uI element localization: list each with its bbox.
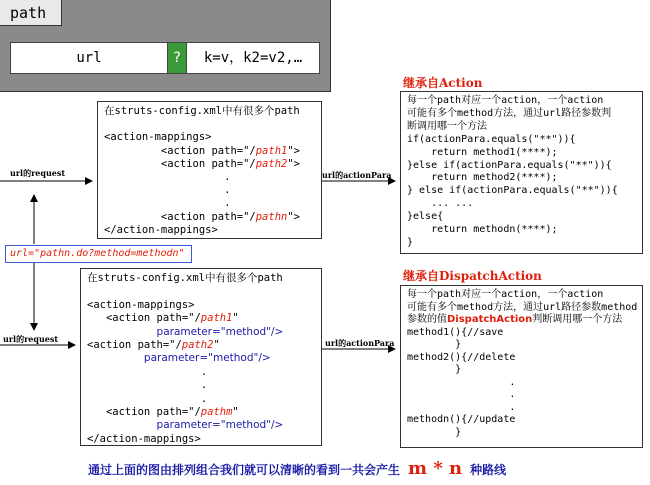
action-pathm: <action path="/pathm" (105, 406, 239, 419)
ellipsis-dot: . (200, 392, 208, 405)
code-line: method1(){//save (407, 326, 504, 338)
url-segment: url (10, 42, 168, 74)
action-code-box (400, 91, 643, 254)
code-line: return methodn(****); (407, 224, 558, 236)
code-line: } (455, 364, 462, 375)
code-line: 断调用哪一个方法 (407, 120, 487, 132)
code-line: 参数的值DispatchAction判断调用哪一个方法 (407, 314, 623, 325)
code-line: 可能有多个method方法，通过url路径参数判 (407, 107, 612, 119)
ellipsis-dot: . (509, 376, 516, 388)
footer-text: 通过上面的图由排列组合我们就可以清晰的看到一共会产生 (88, 463, 401, 477)
url-example: url="pathn.do?method=methodn" (5, 245, 192, 263)
code-line: } (455, 339, 462, 350)
mappings-open: <action-mappings> (87, 298, 195, 311)
footer-note (88, 458, 506, 479)
action-path1: <action path="/path1" (105, 312, 239, 325)
code-line: return method1(****); (407, 146, 558, 158)
code-line: }else if(actionPara.equals("**")){ (407, 159, 612, 171)
url-actionpara-label-top: url的actionPara (322, 170, 392, 180)
config-desc: 在struts-config.xml中有很多个path (87, 272, 283, 284)
code-line: 每一个path对应一个action，一个action (407, 95, 604, 106)
ellipsis-dot: . (509, 389, 516, 400)
dispatch-code-box (400, 285, 643, 448)
action-path2: <action path="/path2"> (160, 157, 300, 170)
action-title: 继承自Action (403, 76, 483, 90)
dispatch-action-title: 继承自DispatchAction (403, 269, 542, 283)
parameter-attr: parameter="method"/> (143, 352, 271, 365)
ellipsis-dot: . (200, 379, 208, 392)
action-path2: <action path="/path2" (87, 339, 220, 352)
code-line: 可能有多个method方法，通过url路径参数method (407, 301, 638, 313)
footer-formula: m * n (408, 458, 463, 479)
action-pathn: <action path="/pathn"> (160, 210, 300, 223)
url-request-label-bottom: url的request (3, 334, 59, 344)
code-line: return method2(****); (407, 172, 558, 184)
mappings-open: <action-mappings> (104, 131, 212, 144)
url-request-label-top: url的request (10, 168, 66, 178)
mappings-close: </action-mappings> (104, 223, 218, 236)
struts-config-box-top (97, 101, 322, 239)
code-line: method2(){//delete (407, 351, 516, 363)
ellipsis-dot: . (224, 184, 231, 197)
code-line: ... ... (407, 198, 474, 210)
parameter-attr: parameter="method"/> (156, 325, 284, 338)
ellipsis-dot: . (200, 365, 208, 378)
code-line: } (455, 426, 462, 438)
ellipsis-dot: . (224, 171, 231, 184)
ellipsis-dot: . (224, 197, 231, 210)
code-line: 每一个path对应一个action，一个action (407, 289, 604, 300)
action-path1: <action path="/path1"> (160, 144, 300, 157)
code-line: }else{ (407, 211, 444, 223)
code-line: } else if(actionPara.equals("**")){ (407, 185, 618, 197)
parameter-attr: parameter="method"/> (156, 419, 284, 432)
path-tab: path (0, 0, 62, 26)
mappings-close: </action-mappings> (87, 432, 201, 445)
question-mark-segment: ? (167, 42, 187, 74)
config-desc: 在struts-config.xml中有很多个path (104, 105, 300, 117)
footer-suffix: 种路线 (470, 463, 507, 477)
code-line: methodn(){//update (407, 414, 516, 425)
code-line: if(actionPara.equals("**")){ (407, 133, 576, 145)
query-params-segment: k=v，k2=v2,… (186, 42, 320, 74)
struts-config-box-bottom (80, 268, 322, 446)
url-actionpara-label-bottom: url的actionPara (325, 338, 395, 348)
ellipsis-dot: . (509, 401, 516, 413)
code-line: } (407, 236, 414, 248)
